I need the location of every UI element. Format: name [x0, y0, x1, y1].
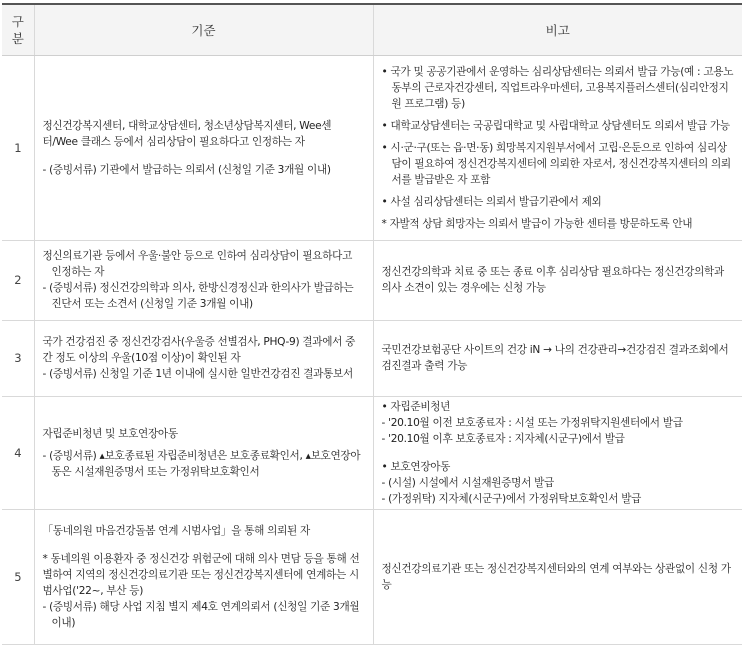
criteria-main: 정신건강복지센터, 대학교상담센터, 청소년상담복지센터, Wee센터/Wee 클래스 등에서 심리상담이 필요하다고 인정하는 자 — [42, 119, 332, 148]
criteria-main: 국가 건강검진 중 정신건강검사(우울증 선별검사, PHQ-9) 결과에서 중간 정도 이상의 우울(10점 이상)이 확인된 자 — [42, 336, 356, 364]
row-number: 5 — [2, 509, 34, 644]
table-row — [2, 509, 742, 644]
row-number: 4 — [2, 396, 34, 509]
header-criteria: 기준 — [34, 4, 373, 55]
note-title: • 보호연장아동 — [381, 460, 451, 473]
note-title: • 자립준비청년 — [381, 400, 451, 413]
note-item: - '20.10월 이후 보호종료자 : 지자체(시군구)에서 발급 — [381, 432, 625, 445]
row-number: 3 — [2, 320, 34, 396]
note-item: • 사설 심리상담센터는 의뢰서 발급기관에서 제외 — [381, 195, 602, 208]
note-item: - '20.10월 이전 보호종료자 : 시설 또는 가정위탁지원센터에서 발급 — [381, 416, 683, 429]
criteria-cell — [34, 320, 373, 396]
row-number: 2 — [2, 240, 34, 320]
note-item: - (가정위탁) 지자체(시군구)에서 가정위탁보호확인서 발급 — [381, 492, 642, 505]
criteria-table — [2, 3, 742, 645]
notes-cell: 정신건강의학과 치료 중 또는 종료 이후 심리상담 필요하다는 정신건강의학과 의사 소견이 있는 경우에는 신청 가능 — [373, 240, 742, 320]
criteria-main: 「동네의원 마음건강돌봄 연계 시범사업」을 통해 의뢰된 자 — [42, 524, 310, 537]
header-notes: 비고 — [373, 4, 742, 55]
criteria-proof: - (증빙서류) 해당 사업 지침 별지 제4호 연계의뢰서 (신청일 기준 3개월 이내) — [42, 600, 360, 629]
note-item: - (시설) 시설에서 시설재원증명서 발급 — [381, 476, 554, 489]
criteria-proof: - (증빙서류) 신청일 기준 1년 이내에 실시한 일반건강검진 결과통보서 — [42, 368, 353, 380]
table-row — [2, 396, 742, 509]
note-item: • 대학교상담센터는 국공립대학교 및 사립대학교 상담센터도 의뢰서 발급 가능 — [381, 119, 730, 132]
note-item: • 국가 및 공공기관에서 운영하는 심리상담센터는 의뢰서 발급 가능(예 : 고용노동부의 근로자건강센터, 직업트라우마센터, 고용복지플러스센터(심리안정지원 프로그램) 등) — [381, 65, 734, 110]
criteria-main: 자립준비청년 및 보호연장아동 — [42, 427, 178, 440]
criteria-table-container — [2, 3, 742, 645]
note-item: * 자발적 상담 희망자는 의뢰서 발급이 가능한 센터를 방문하도록 안내 — [381, 217, 693, 230]
notes-cell: 정신건강의료기관 또는 정신건강복지센터와의 연계 여부와는 상관없이 신청 가능 — [373, 509, 742, 644]
criteria-proof: - (증빙서류) ▴보호종료된 자립준비청년은 보호종료확인서, ▴보호연장아동은 시설재원증명서 또는 가정위탁보호확인서 — [42, 449, 361, 478]
table-row — [2, 240, 742, 320]
notes-cell: 국민건강보험공단 사이트의 건강 iN → 나의 건강관리→건강검진 결과조회에서 검진결과 출력 가능 — [373, 320, 742, 396]
criteria-main: 정신의료기관 등에서 우울·불안 등으로 인하여 심리상담이 필요하다고 인정하는 자 — [42, 250, 353, 278]
table-row — [2, 55, 742, 240]
note-item: • 시·군·구(또는 읍·면·동) 희망복지지원부서에서 고립·은둔으로 인하여 심리상담이 필요하여 정신건강복지센터에 의뢰한 자로서, 정신건강복지센터의 의뢰서를 발급받은 자 포함 — [381, 141, 731, 186]
header-category: 구 분 — [2, 4, 34, 55]
notes-cell — [373, 396, 742, 509]
criteria-cell — [34, 509, 373, 644]
notes-cell — [373, 55, 742, 240]
criteria-detail: * 동네의원 이용환자 중 정신건강 위험군에 대해 의사 면담 등을 통해 선별하여 지역의 정신건강의료기관 또는 정신건강복지센터에 연계하는 시범사업('22~, 부산 등) — [42, 552, 360, 597]
table-row — [2, 320, 742, 396]
criteria-proof: - (증빙서류) 기관에서 발급하는 의뢰서 (신청일 기준 3개월 이내) — [42, 163, 331, 176]
criteria-cell — [34, 240, 373, 320]
row-number: 1 — [2, 55, 34, 240]
criteria-cell — [34, 396, 373, 509]
criteria-proof: - (증빙서류) 정신건강의학과 의사, 한방신경정신과 한의사가 발급하는 진단서 또는 소견서 (신청일 기준 3개월 이내) — [42, 282, 354, 310]
table-header-row — [2, 4, 742, 55]
criteria-cell — [34, 55, 373, 240]
